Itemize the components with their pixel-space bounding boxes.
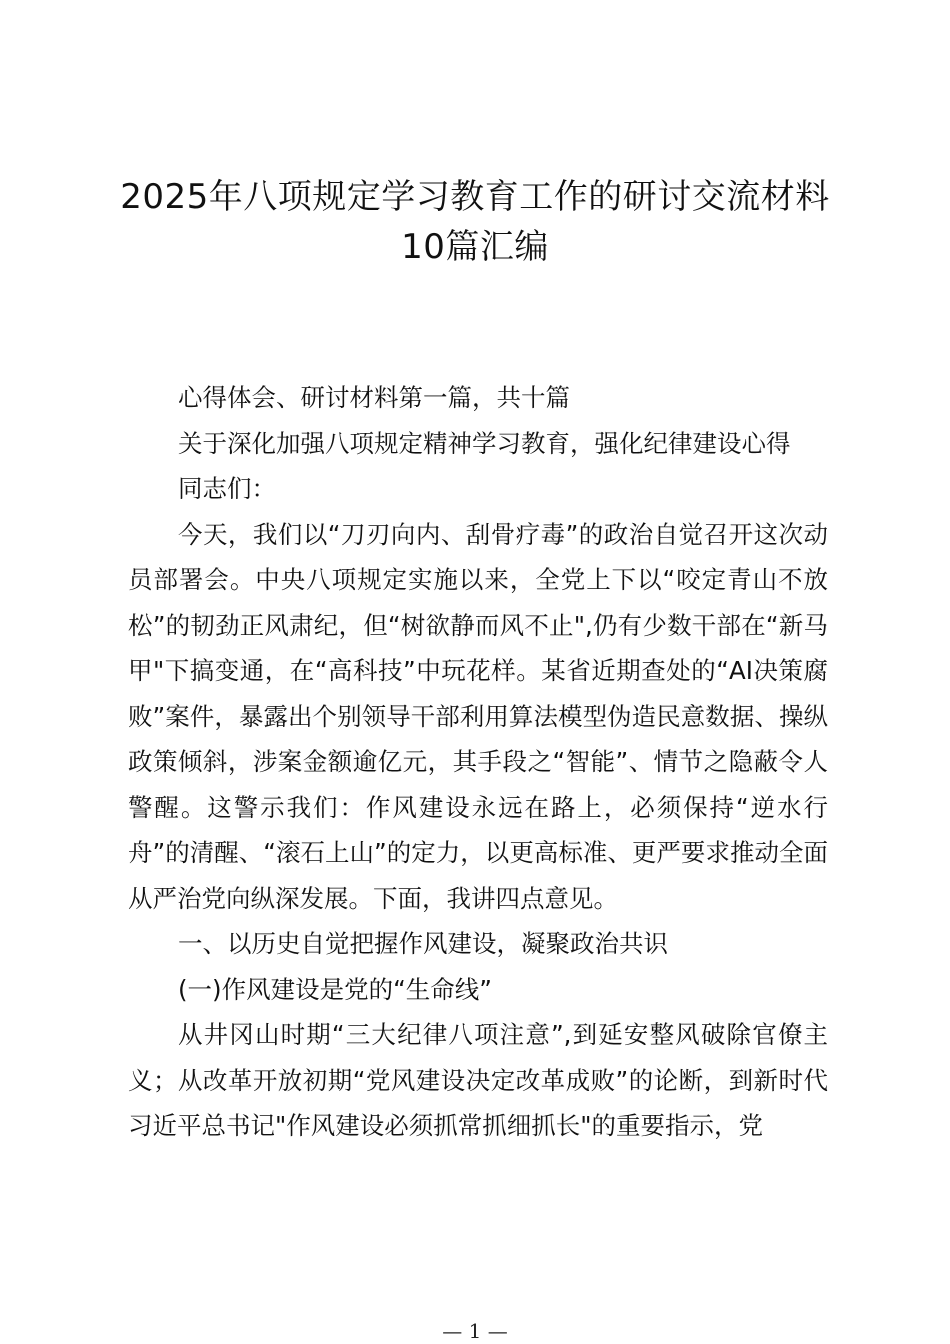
document-body [128,375,828,1149]
paragraph-subtitle: 关于深化加强八项规定精神学习教育，强化纪律建设心得 [178,428,791,458]
paragraph-salutation: 同志们： [178,474,276,503]
page-number: — 1 — [442,1319,508,1343]
section-heading-1: 一、以历史自觉把握作风建设，凝聚政治共识 [178,929,668,958]
paragraph-series-note: 心得体会、研讨材料第一篇，共十篇 [178,383,570,412]
paragraph-intro: 今天，我们以“刀刃向内、刮骨疗毒”的政治自觉召开这次动员部署会。中央八项规定实施以来，全党上下以“咬定青山不放松”的韧劲正风肃纪，但“树欲静而风不止",仍有少数干部在“新马甲"下搞变通，在“高科技”中玩花样。某省近期查处的“AI决策腐败”案件，暴露出个别领导干部利用算法模型伪造民意数据、操纵政策倾斜，涉案金额逾亿元，其手段之“智能”、情节之隐蔽令人警醒。这警示我们：作风建设永远在路上，必须保持“逆水行舟”的清醒、“滚石上山”的定力，以更高标准、更严要求推动全面从严治党向纵深发展。下面，我讲四点意见。 [128,519,828,913]
document-title: 2025年八项规定学习教育工作的研讨交流材料10篇汇编 [120,177,830,267]
subsection-heading-1: (一)作风建设是党的“生命线” [178,974,493,1004]
paragraph-history: 从井冈山时期“三大纪律八项注意”,到延安整风破除官僚主义；从改革开放初期“党风建设决定改革成败”的论断，到新时代习近平总书记"作风建设必须抓常抓细抓长"的重要指示，党 [128,1020,828,1140]
